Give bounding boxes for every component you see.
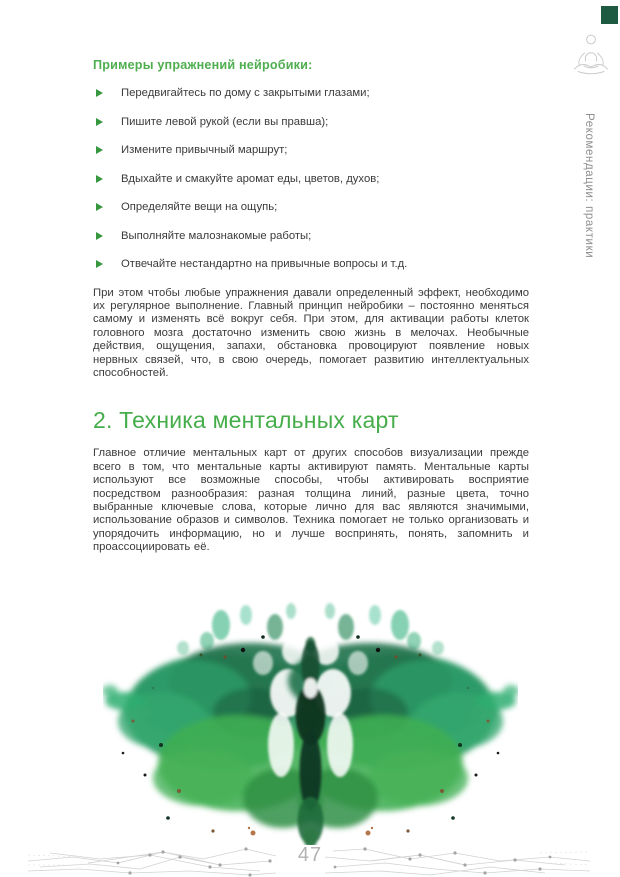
list-item-text: Измените привычный маршрут; bbox=[121, 144, 288, 156]
bullet-arrow-icon bbox=[96, 146, 103, 154]
list-item-text: Определяйте вещи на ощупь; bbox=[121, 201, 278, 213]
list-item bbox=[96, 230, 529, 242]
list-item-text: Передвигайтесь по дому с закрытыми глазами; bbox=[121, 87, 370, 99]
list-item-text: Вдыхайте и смакуйте аромат еды, цветов, духов; bbox=[121, 172, 380, 185]
paragraph-neurobics: При этом чтобы любые упражнения давали определенный эффект, необходимо их регулярное выполнение. Главный принцип нейробики – постоянно меняться самому и изменять всё вокруг себя. При этом, для активации работы клеток головного мозга достаточно изменить свою жизнь в мелочах. Необычные действия, ощущения, запахи, обстановка провоцируют появление новых нервных связей, что, в свою очередь, помогает развитию интеллектуальных способностей. bbox=[93, 286, 529, 379]
list-item bbox=[96, 258, 529, 270]
chapter-label: Рекомендации: практики bbox=[583, 113, 595, 259]
list-item bbox=[96, 173, 529, 185]
chapter-color-tab bbox=[601, 6, 618, 24]
list-item bbox=[96, 87, 529, 99]
bullet-arrow-icon bbox=[96, 89, 103, 97]
list-item-text: Пишите левой рукой (если вы правша); bbox=[121, 115, 329, 128]
inkblot-illustration bbox=[103, 593, 518, 845]
bullet-arrow-icon bbox=[96, 118, 103, 126]
meditation-icon bbox=[572, 32, 610, 78]
bullet-arrow-icon bbox=[96, 232, 103, 240]
list-item-text: Выполняйте малознакомые работы; bbox=[121, 229, 312, 242]
bullet-arrow-icon bbox=[96, 203, 103, 211]
bullet-arrow-icon bbox=[96, 175, 103, 183]
exercise-list bbox=[93, 87, 529, 270]
list-item bbox=[96, 144, 529, 156]
paragraph-mindmaps: Главное отличие ментальных карт от других способов визуализации прежде всего в том, что ментальные карты активируют память. Ментальные карты используют все возможные способы, чтобы активировать восприятие посредством разнообразия: разная толщина линий, разные цвета, точно выбранные ключевые слова, которые лично для вас являются значимыми, использование образов и символов. Техника помогает не только организовать и упорядочить информацию, но и лучше воспринять, понять, запомнить и проассоциировать её. bbox=[93, 447, 529, 554]
page-number: 47 bbox=[297, 844, 323, 866]
list-heading: Примеры упражнений нейробики: bbox=[93, 58, 313, 72]
list-item bbox=[96, 116, 529, 128]
main-content bbox=[93, 58, 529, 555]
list-item bbox=[96, 201, 529, 213]
bullet-arrow-icon bbox=[96, 260, 103, 268]
list-item-text: Отвечайте нестандартно на привычные вопросы и т.д. bbox=[121, 258, 408, 270]
network-decoration-right bbox=[325, 843, 590, 877]
section-heading: 2. Техника ментальных карт bbox=[93, 407, 399, 434]
